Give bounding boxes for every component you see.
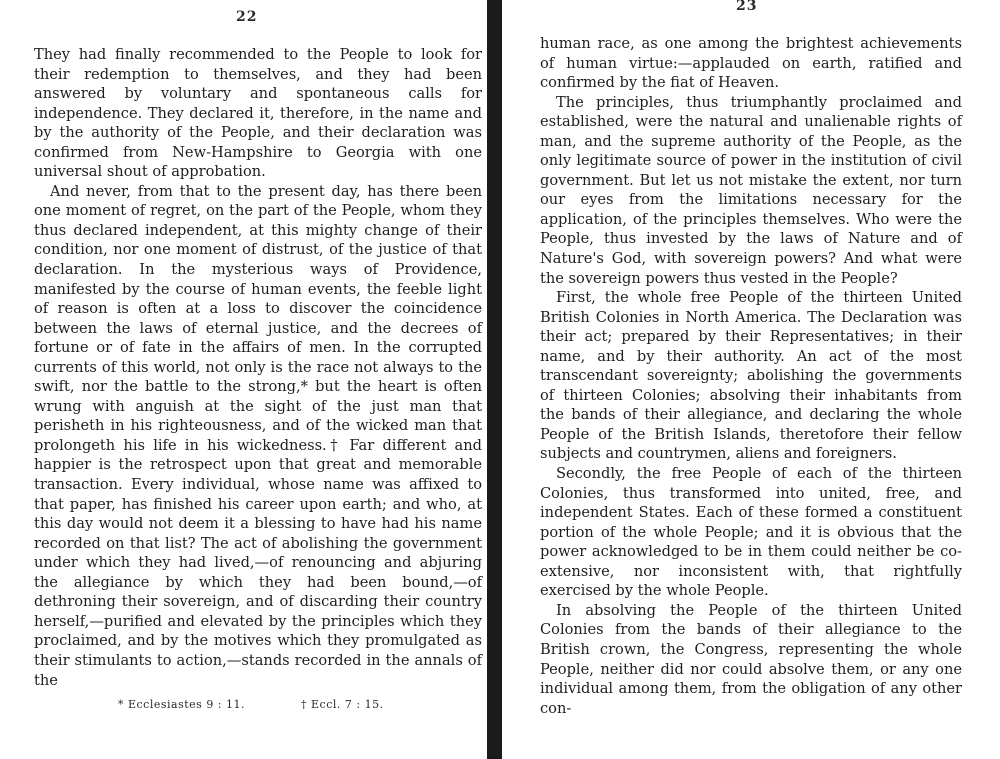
footnote-2: † Eccl. 7 : 15. (301, 698, 384, 711)
right-paragraph-5: In absolving the People of the thirteen United Colonies from the bands of their allegiance to the British crown, the Congress, representing the whole People, neither did nor could absolve them, or any one individual among them, from the obligation of any other con- (540, 601, 962, 717)
right-page-text (540, 34, 962, 718)
footnotes (118, 698, 436, 711)
right-paragraph-3: First, the whole free People of the thirteen United British Colonies in North America. The Declaration was their act; prepared by their Representatives; in their name, and by their authority. An act of the most transcendant sovereignty; abolishing the governments of thirteen Colonies; absolving their inhabitants from the bands of their allegiance, and declaring the whole People of the British Islands, theretofore their fellow subjects and countrymen, aliens and foreigners. (540, 289, 962, 463)
right-paragraph-4: Secondly, the free People of each of the thirteen Colonies, thus transformed into united, free, and independent States. Each of these formed a constituent portion of the whole People; and it is obvious that the power acknowledged to be in them could neither be co-extensive, nor inconsistent with, that rightfully exercised by the whole People. (540, 465, 962, 600)
left-page-number: 22 (236, 9, 258, 25)
right-page-number: 23 (736, 0, 758, 14)
footnote-1: * Ecclesiastes 9 : 11. (118, 698, 246, 711)
left-page-text (34, 45, 482, 690)
book-gutter (487, 0, 502, 759)
left-paragraph-2: And never, from that to the present day, has there been one moment of regret, on the part of the People, whom they thus declared independent, at this mighty change of their condition, nor one moment of distrust, of the justice of that declaration. In the mysterious ways of Providence, manifested by the course of human events, the feeble light of reason is often at a loss to discover the coincidence between the laws of eternal justice, and the decrees of fortune or of fate in the affairs of men. In the corrupted currents of this world, not only is the race not always to the swift, nor the battle to the strong,* but the heart is often wrung with anguish at the sight of the just man that perisheth in his righteousness, and of the wicked man that prolongeth his life in his wickedness.† Far different and happier is the retrospect upon that great and memorable transaction. Every individual, whose name was affixed to that paper, has finished his career upon earth; and who, at this day would not deem it a blessing to have had his name recorded on that list? The act of abolishing the government under which they had lived,—of renouncing and abjuring the allegiance by which they had been bound,—of dethroning their sovereign, and of discarding their country herself,—purified and elevated by the principles which they proclaimed, and by the motives which they promulgated as their stimulants to action,—stands recorded in the annals of the (34, 182, 482, 689)
right-paragraph-1: human race, as one among the brightest achievements of human virtue:—applauded on earth, ratified and confirmed by the fiat of Heaven. (540, 35, 962, 92)
right-paragraph-2: The principles, thus triumphantly proclaimed and established, were the natural and unalienable rights of man, and the supreme authority of the People, as the only legitimate source of power in the institution of civil government. But let us not mistake the extent, nor turn our eyes from the limitations necessary for the application, of the principles themselves. Who were the People, thus invested by the laws of Nature and of Nature's God, with sovereign powers? And what were the sovereign powers thus vested in the People? (540, 93, 962, 287)
left-page (0, 0, 487, 759)
left-paragraph-1: They had finally recommended to the People to look for their redemption to themselves, and they had been answered by voluntary and spontaneous calls for independence. They declared it, therefore, in the name and by the authority of the People, and their declaration was confirmed from New-Hampshire to Georgia with one universal shout of approbation. (34, 46, 482, 181)
right-page (502, 0, 1000, 759)
